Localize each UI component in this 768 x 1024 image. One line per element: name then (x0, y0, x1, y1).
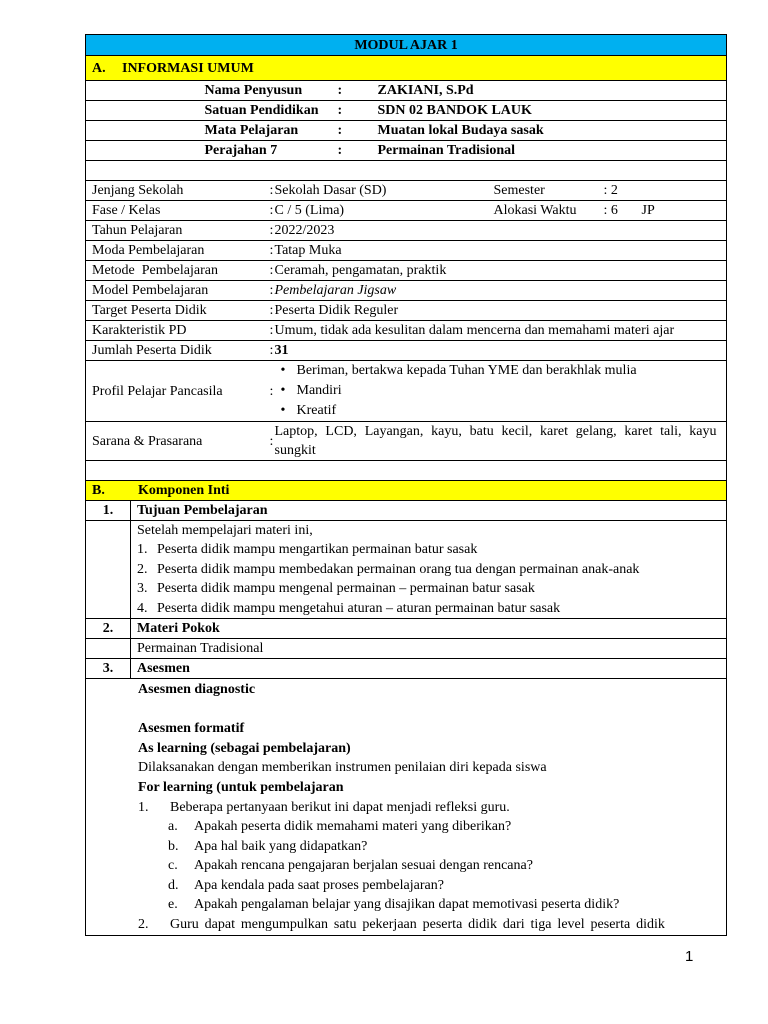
tujuan-item: 2. Peserta didik mampu membedakan permainan orang tua dengan permainan anak-anak (137, 561, 640, 577)
info-extra-value: : 6 JP (614, 201, 727, 221)
asesmen-number: 3. (86, 659, 131, 679)
tujuan-item: 3. Peserta didik mampu mengenal permainan – permainan batur sasak (137, 581, 535, 596)
info-label: Target Peserta Didik (86, 301, 257, 321)
header-label: Perajahan 7 (193, 141, 332, 161)
header-sep: : (332, 101, 506, 121)
header-sep: : (332, 121, 506, 141)
info-value: 31 (287, 341, 727, 361)
info-value: Ceramah, pengamatan, praktik (287, 261, 727, 281)
info-row-karakteristik (86, 321, 727, 341)
info-label: Jenjang Sekolah (86, 181, 257, 201)
info-label: Tahun Pelajaran (86, 221, 257, 241)
header-label: Mata Pelajaran (193, 121, 332, 141)
info-row-jumlah (86, 341, 727, 361)
header-value: SDN 02 BANDOK LAUK (506, 101, 727, 121)
header-row-penyusun (86, 81, 727, 101)
header-sep: : (332, 141, 506, 161)
info-row-jenjang (86, 181, 727, 201)
info-row-tahun (86, 221, 727, 241)
asesmen-point-1: 1. Beberapa pertanyaan berikut ini dapat menjadi refleksi guru. (138, 800, 510, 815)
asesmen-content-row (86, 679, 727, 936)
info-label: Model Pembelajaran (86, 281, 257, 301)
info-sep: : (257, 321, 287, 341)
info-sep: : (257, 261, 287, 281)
info-row-metode (86, 261, 727, 281)
info-sep: : (257, 181, 287, 201)
header-sep: : (332, 81, 506, 101)
info-label: Karakteristik PD (86, 321, 257, 341)
info-sep: : (257, 221, 287, 241)
info-sep: : (257, 422, 287, 461)
page-number: 1 (685, 948, 694, 965)
info-extra-value: : 2 (614, 181, 727, 201)
section-a-heading (86, 56, 727, 81)
info-value: Laptop, LCD, Layangan, kayu, batu kecil, karet gelang, karet tali, kayu sungkit (287, 422, 727, 461)
info-row-model (86, 281, 727, 301)
tujuan-number: 1. (86, 501, 131, 521)
info-value: Sekolah Dasar (SD) Semester (287, 181, 614, 201)
info-value: Tatap Muka (287, 241, 727, 261)
materi-content-row (86, 639, 727, 659)
header-row-mapel (86, 121, 727, 141)
tujuan-item: 4. Peserta didik mampu mengetahui aturan – aturan permainan batur sasak (137, 600, 561, 616)
info-sep: : (257, 241, 287, 261)
question-item: c. Apakah rencana pengajaran berjalan sesuai dengan rencana? (168, 858, 533, 873)
materi-heading: Materi Pokok (131, 619, 727, 639)
info-label: Jumlah Peserta Didik (86, 341, 257, 361)
info-sep: : (257, 341, 287, 361)
info-label: Sarana & Prasarana (86, 422, 257, 461)
info-row-profil (86, 361, 727, 422)
info-value (287, 361, 727, 422)
header-label: Satuan Pendidikan (193, 101, 332, 121)
header-row-perajahan (86, 141, 727, 161)
tujuan-content (131, 521, 727, 619)
profil-item: • Mandiri (297, 381, 709, 401)
info-label: Moda Pembelajaran (86, 241, 257, 261)
for-learning-heading: For learning (untuk pembelajaran (138, 780, 344, 795)
asesmen-point-2: 2. Guru dapat mengumpulkan satu pekerjaan peserta didik dari tiga level peserta didik (138, 916, 665, 932)
profil-item: • Kreatif (297, 401, 709, 421)
info-label: Fase / Kelas (86, 201, 257, 221)
header-label: Nama Penyusun (193, 81, 332, 101)
info-value: Peserta Didik Reguler (287, 301, 727, 321)
asesmen-diagnostic: Asesmen diagnostic (138, 682, 256, 697)
as-learning-text: Dilaksanakan dengan memberikan instrumen penilaian diri kepada siswa (138, 760, 547, 775)
spacer-row (86, 461, 727, 481)
section-a-label: INFORMASI UMUM (122, 60, 254, 76)
question-item: e. Apakah pengalaman belajar yang disajikan dapat memotivasi peserta didik? (168, 897, 620, 912)
asesmen-content (86, 679, 727, 936)
tujuan-content-row (86, 521, 727, 619)
tujuan-item: 1. Peserta didik mampu mengartikan permainan batur sasak (137, 542, 478, 557)
info-value: C / 5 (Lima) Alokasi Waktu (287, 201, 614, 221)
info-sep: : (257, 281, 287, 301)
asesmen-heading: Asesmen (131, 659, 727, 679)
module-title: MODUL AJAR 1 (86, 35, 727, 56)
tujuan-heading: Tujuan Pembelajaran (131, 501, 727, 521)
materi-number: 2. (86, 619, 131, 639)
profil-item: • Beriman, bertakwa kepada Tuhan YME dan berakhlak mulia (297, 361, 709, 381)
spacer-row (86, 161, 727, 181)
question-item: a. Apakah peserta didik memahami materi yang diberikan? (168, 819, 512, 834)
info-label: Metode Pembelajaran (86, 261, 257, 281)
info-label: Profil Pelajar Pancasila (86, 361, 257, 422)
section-a-letter: A. (92, 60, 106, 76)
section-b-heading (86, 481, 727, 501)
info-row-moda (86, 241, 727, 261)
asesmen-heading-row (86, 659, 727, 679)
section-b-letter: B. (92, 483, 105, 498)
header-value: Permainan Tradisional (506, 141, 727, 161)
info-sep: : (257, 301, 287, 321)
info-value: 2022/2023 (287, 221, 727, 241)
asesmen-formatif: Asesmen formatif (138, 721, 245, 736)
materi-heading-row (86, 619, 727, 639)
as-learning-heading: As learning (sebagai pembelajaran) (138, 741, 351, 756)
tujuan-heading-row (86, 501, 727, 521)
info-row-target (86, 301, 727, 321)
info-row-fase (86, 201, 727, 221)
question-item: d. Apa kendala pada saat proses pembelajaran? (168, 877, 444, 893)
section-b-label: Komponen Inti (138, 483, 230, 498)
header-value: Muatan lokal Budaya sasak (506, 121, 727, 141)
materi-text: Permainan Tradisional (131, 639, 727, 659)
module-document (85, 34, 726, 936)
info-value: Pembelajaran Jigsaw (287, 281, 727, 301)
info-value: Umum, tidak ada kesulitan dalam mencerna dan memahami materi ajar (287, 321, 727, 341)
header-value: ZAKIANI, S.Pd (506, 81, 727, 101)
tujuan-intro: Setelah mempelajari materi ini, (137, 523, 313, 538)
info-sep: : (257, 201, 287, 221)
module-table (85, 34, 727, 936)
header-row-satuan (86, 101, 727, 121)
info-sep: : (257, 361, 287, 422)
question-item: b. Apa hal baik yang didapatkan? (168, 838, 368, 854)
info-row-sarana (86, 422, 727, 461)
